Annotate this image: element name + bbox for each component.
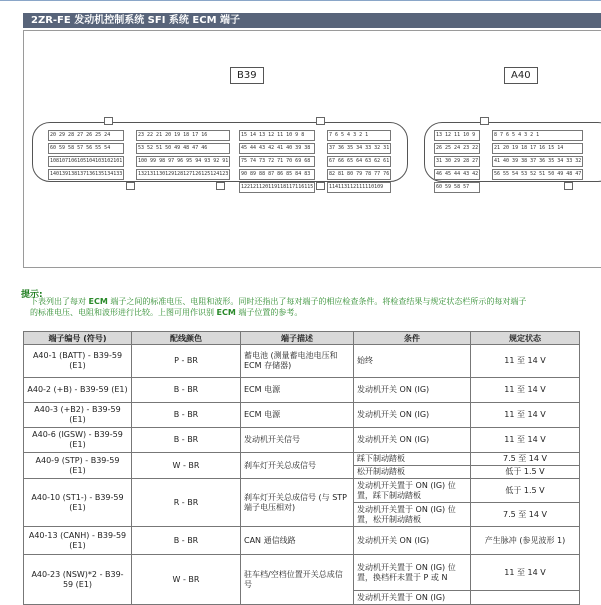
cell-terminal: A40-13 (CANH) - B39-59 (E1): [24, 527, 132, 555]
cell-wire: P - BR: [132, 345, 241, 378]
cell-spec: 低于 1.5 V: [471, 466, 580, 479]
header-wire-color: 配线颜色: [132, 332, 241, 345]
cell-cond: 发动机开关置于 ON (IG) 位置，换档杆未置于 P 或 N: [354, 555, 471, 591]
cell-spec: 11 至 14 V: [471, 428, 580, 453]
hint-text: [30, 296, 601, 318]
cell-cond: 发动机开关置于 ON (IG) 位置，踩下制动踏板: [354, 479, 471, 503]
cell-terminal: A40-1 (BATT) - B39-59 (E1): [24, 345, 132, 378]
cell-desc: 刹车灯开关总成信号 (与 STP 端子电压相对): [241, 479, 354, 527]
hint-title: 提示:: [21, 290, 43, 300]
table-row: [24, 527, 580, 555]
cell-cond: 松开制动踏板: [354, 466, 471, 479]
cell-desc: 发动机开关信号: [241, 428, 354, 453]
cell-cond: 发动机开关置于 ON (IG) 位置，松开制动踏板: [354, 503, 471, 527]
hint-line-1: 下表列出了每对 ECM 端子之间的标准电压、电阻和波形。同时还指出了每对端子的相应检查条件。将检查结果与规定状态栏所示的每对端子: [30, 297, 527, 306]
cell-cond: 始终: [354, 345, 471, 378]
a40-lock-tab: [564, 182, 573, 190]
cell-desc: CAN 通信线路: [241, 527, 354, 555]
cell-wire: B - BR: [132, 378, 241, 403]
cell-cond: 发动机开关置于 ON (IG): [354, 591, 471, 605]
page-title: 2ZR-FE 发动机控制系统 SFI 系统 ECM 端子: [23, 13, 601, 28]
table-row: [24, 555, 580, 591]
b39-pin-block: 20 29 28 27 26 25 24 60 59 58 57 56 55 54 108107106105104103102101 140139138137136135134133: [48, 130, 124, 182]
cell-cond: 踩下制动踏板: [354, 453, 471, 466]
cell-terminal: A40-9 (STP) - B39-59 (E1): [24, 453, 132, 479]
table-row: [24, 378, 580, 403]
b39-lock-tab: [126, 182, 135, 190]
cell-wire: B - BR: [132, 428, 241, 453]
cell-spec: 11 至 14 V: [471, 378, 580, 403]
b39-lock-tab: [216, 182, 225, 190]
a40-pin-block: 8 7 6 5 4 3 2 1 21 20 19 18 17 16 15 14 41 40 39 38 37 36 35 34 33 32 56 55 54 53 52 51 50 49 48 47: [492, 130, 583, 182]
cell-terminal: A40-2 (+B) - B39-59 (E1): [24, 378, 132, 403]
cell-desc: 蓄电池 (测量蓄电池电压和 ECM 存储器): [241, 345, 354, 378]
table-row: [24, 345, 580, 378]
cell-cond: 发动机开关 ON (IG): [354, 378, 471, 403]
cell-spec: 11 至 14 V: [471, 555, 580, 591]
ecm-terminal-table: [23, 331, 580, 605]
top-border: [0, 0, 601, 5]
a40-label: A40: [504, 67, 538, 84]
cell-spec: 11 至 14 V: [471, 345, 580, 378]
cell-terminal: A40-6 (IGSW) - B39-59 (E1): [24, 428, 132, 453]
table-row: [24, 479, 580, 503]
cell-terminal: A40-3 (+B2) - B39-59 (E1): [24, 403, 132, 428]
cell-spec: 低于 1.5 V: [471, 479, 580, 503]
cell-wire: W - BR: [132, 555, 241, 605]
cell-spec: 产生脉冲 (参见波形 1): [471, 527, 580, 555]
header-description: 端子描述: [241, 332, 354, 345]
cell-cond: 发动机开关 ON (IG): [354, 527, 471, 555]
header-spec: 规定状态: [471, 332, 580, 345]
b39-lock-tab: [104, 117, 113, 125]
table-row: [24, 453, 580, 466]
cell-desc: 驻车档/空档位置开关总成信号: [241, 555, 354, 605]
b39-pin-block: 7 6 5 4 3 2 1 37 36 35 34 33 32 31 67 66 65 64 63 62 61 82 81 80 79 78 77 76 114113112111110109: [327, 130, 391, 195]
hint-line-2: 的标准电压、电阻和波形进行比较。上图可用作识别 ECM 端子位置的参考。: [30, 308, 303, 317]
cell-desc: 刹车灯开关总成信号: [241, 453, 354, 479]
table-row: [24, 428, 580, 453]
connector-diagram: [23, 30, 601, 268]
b39-pin-block: 15 14 13 12 11 10 9 8 45 44 43 42 41 40 39 38 75 74 73 72 71 70 69 68 90 89 88 87 86 85 84 83 122121120119118117116115: [239, 130, 315, 195]
cell-desc: ECM 电源: [241, 378, 354, 403]
cell-wire: B - BR: [132, 403, 241, 428]
cell-wire: W - BR: [132, 453, 241, 479]
table-row: [24, 403, 580, 428]
cell-terminal: A40-10 (ST1-) - B39-59 (E1): [24, 479, 132, 527]
header-terminal: 端子编号 (符号): [24, 332, 132, 345]
b39-label: B39: [230, 67, 264, 84]
b39-lock-tab: [316, 182, 325, 190]
cell-spec: 11 至 14 V: [471, 403, 580, 428]
b39-lock-tab: [316, 117, 325, 125]
a40-pin-block: 13 12 11 10 9 26 25 24 23 22 31 30 29 28 27 46 45 44 43 42 60 59 58 57: [434, 130, 480, 195]
cell-wire: B - BR: [132, 527, 241, 555]
cell-desc: ECM 电源: [241, 403, 354, 428]
cell-wire: R - BR: [132, 479, 241, 527]
b39-pin-block: 23 22 21 20 19 18 17 16 53 52 51 50 49 48 47 46 100 99 98 97 96 95 94 93 92 91 132131130129128127126125124123: [136, 130, 230, 182]
a40-lock-tab: [480, 117, 489, 125]
header-condition: 条件: [354, 332, 471, 345]
cell-spec: [471, 591, 580, 605]
cell-spec: 7.5 至 14 V: [471, 503, 580, 527]
cell-spec: 7.5 至 14 V: [471, 453, 580, 466]
table-header-row: [24, 332, 580, 345]
cell-cond: 发动机开关 ON (IG): [354, 403, 471, 428]
cell-cond: 发动机开关 ON (IG): [354, 428, 471, 453]
cell-terminal: A40-23 (NSW)*2 - B39-59 (E1): [24, 555, 132, 605]
